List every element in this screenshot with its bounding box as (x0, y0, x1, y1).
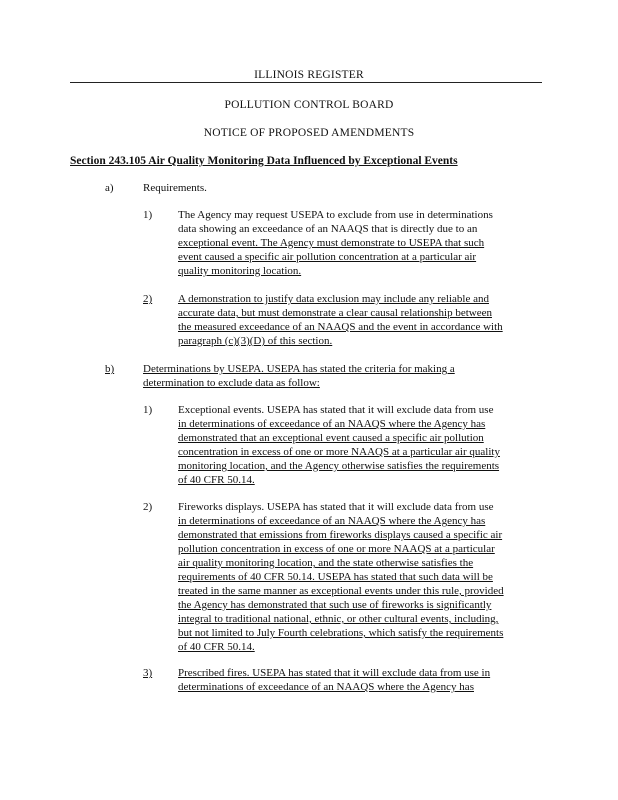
text-line: quality monitoring location. (178, 265, 302, 277)
subsection-a-label: a) (105, 182, 114, 194)
item-a1-text (178, 208, 493, 278)
text-line: the measured exceedance of an NAAQS and the event in accordance with (178, 321, 503, 333)
text-line: data showing an exceedance of an NAAQS that is directly due to an (178, 223, 478, 235)
notice-title: NOTICE OF PROPOSED AMENDMENTS (203, 127, 415, 139)
text-line: of 40 CFR 50.14. (178, 641, 255, 653)
text-line: concentration in excess of one or more NAAQS at a particular air quality (178, 446, 500, 458)
text-line: determinations of exceedance of an NAAQS where the Agency has (178, 681, 474, 693)
item-b2-label: 2) (143, 501, 153, 513)
text-line: of 40 CFR 50.14. (178, 474, 255, 486)
item-a1-label: 1) (143, 209, 153, 221)
text-line: accurate data, but must demonstrate a clear causal relationship between (178, 307, 492, 319)
text-line: air quality monitoring location, and the state otherwise satisfies the (178, 557, 474, 569)
text-line: integral to traditional national, ethnic, or other cultural events, including, (178, 613, 499, 625)
text-line: in determinations of exceedance of an NAAQS where the Agency has (178, 515, 486, 527)
item-b3-label: 3) (143, 667, 153, 679)
section-title: Section 243.105 Air Quality Monitoring Data Influenced by Exceptional Events (70, 155, 458, 167)
text-line: monitoring location, and the Agency otherwise satisfies the requirements (178, 460, 500, 472)
item-b1-label: 1) (143, 404, 153, 416)
register-title: ILLINOIS REGISTER (254, 69, 364, 81)
text-line: demonstrated that an exceptional event caused a specific air pollution (178, 432, 484, 444)
text-line: A demonstration to justify data exclusion may include any reliable and (178, 293, 489, 305)
text-line: pollution concentration in excess of one or more NAAQS at a particular (178, 543, 495, 555)
text-line: Prescribed fires. USEPA has stated that it will exclude data from use in (178, 667, 491, 679)
text-line: The Agency may request USEPA to exclude from use in determinations (178, 209, 493, 221)
board-title: POLLUTION CONTROL BOARD (224, 99, 394, 111)
header-rule (70, 82, 542, 83)
text-line: but not limited to July Fourth celebrations, which satisfy the requirements (178, 627, 504, 639)
item-b1-text (178, 403, 500, 487)
text-line: paragraph (c)(3)(D) of this section. (178, 335, 333, 347)
text-line: Fireworks displays. USEPA has stated that it will exclude data from use (178, 501, 494, 513)
text-line: in determinations of exceedance of an NAAQS where the Agency has (178, 418, 486, 430)
subsection-a-heading: Requirements. (143, 182, 207, 194)
subsection-b-label: b) (105, 363, 115, 375)
text-line: Determinations by USEPA. USEPA has stated the criteria for making a (143, 363, 455, 375)
item-a2-text (178, 292, 503, 348)
text-line: demonstrated that emissions from fireworks displays caused a specific air (178, 529, 503, 541)
item-b3-text (178, 666, 490, 694)
text-line: treated in the same manner as exceptional events under this rule, provided (178, 585, 504, 597)
subsection-b-text (143, 362, 455, 390)
text-line: requirements of 40 CFR 50.14. USEPA has stated that such data will be (178, 571, 493, 583)
text-line: exceptional event. The Agency must demonstrate to USEPA that such (178, 237, 485, 249)
text-line: determination to exclude data as follow: (143, 377, 320, 389)
text-line: Exceptional events. USEPA has stated that it will exclude data from use (178, 404, 494, 416)
item-a2-label: 2) (143, 293, 153, 305)
item-b2-text (178, 500, 504, 654)
text-line: the Agency has demonstrated that such use of fireworks is significantly (178, 599, 492, 611)
text-line: event caused a specific air pollution concentration at a particular air (178, 251, 477, 263)
